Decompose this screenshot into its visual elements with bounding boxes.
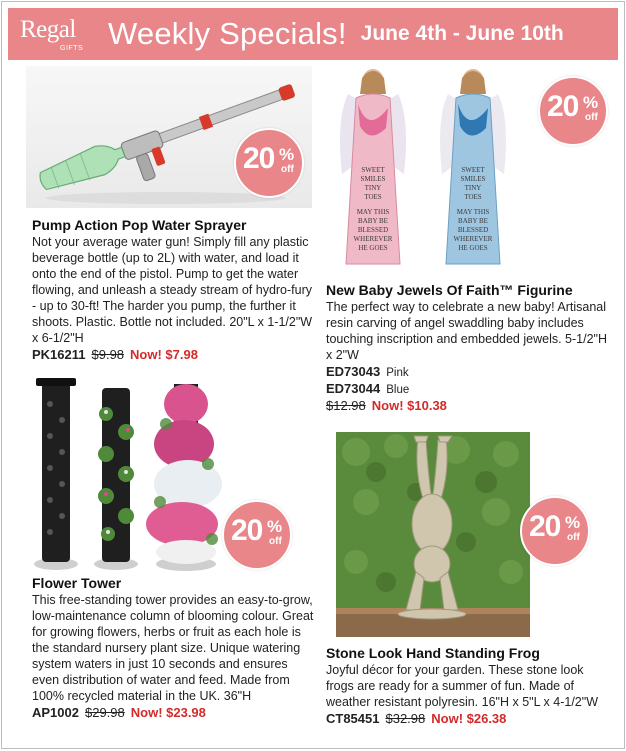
discount-badge-frog	[520, 496, 590, 566]
inscription-pink-4: TOES	[364, 193, 382, 201]
figurine-photo	[328, 64, 524, 274]
flyer-page	[1, 1, 625, 749]
product-name: Flower Tower	[32, 575, 122, 591]
product-description: This free-standing tower provides an easy-to-grow, low-maintenance column of blooming colour. Great for growing flowers, herbs or fruit as each hole is the standard nursery plant size. Unique watering system waters in just 10 seconds and ensures even distribution of water and feed. Made from 100% recycled material in the UK. 36"H	[32, 593, 314, 703]
inscription-blue-6: BABY BE	[458, 217, 488, 225]
product-name: Stone Look Hand Standing Frog	[326, 645, 540, 661]
product-description: Not your average water gun! Simply fill any plastic beverage bottle (up to 2L) with water, and load it onto the end of the pistol. Pump to get the water flowing, and unleash a steady stream of hydro-fury - up to 30-ft! The harder you pump, the further it shoots. Plastic. Bottle not included. 20"L x 1-1/2"W x 6-1/2"H	[32, 235, 313, 345]
product-price	[326, 398, 612, 414]
product-sprayer	[32, 217, 314, 363]
badge-percent-sign: %	[583, 93, 599, 112]
badge-percent-sign: %	[565, 513, 581, 532]
badge-percent: 20	[231, 514, 263, 547]
product-sku-blue	[326, 381, 612, 398]
date-range: June 4th - June 10th	[360, 22, 564, 45]
inscription-pink-1: SWEET	[361, 166, 385, 174]
inscription-blue-4: TOES	[464, 193, 482, 201]
was-price: $32.98	[385, 711, 426, 726]
inscription-pink-2: SMILES	[360, 175, 386, 183]
logo-sub: GIFTS	[60, 45, 84, 52]
product-sku: ED73043	[326, 364, 381, 379]
discount-badge-tower	[222, 500, 292, 570]
product-tower	[32, 575, 314, 721]
discount-badge-figurine	[538, 76, 608, 146]
was-price: $29.98	[84, 705, 125, 720]
badge-percent: 20	[243, 142, 275, 175]
product-price	[326, 711, 612, 727]
flower-tower-image	[26, 374, 246, 572]
regal-logo	[8, 8, 104, 60]
badge-off: off	[585, 112, 598, 123]
product-sku: ED73044	[326, 381, 381, 396]
inscription-blue-3: TINY	[464, 184, 482, 192]
badge-percent: 20	[529, 510, 561, 543]
tower-photo	[26, 374, 246, 572]
inscription-blue-1: SWEET	[461, 166, 485, 174]
product-price	[32, 705, 314, 721]
inscription-pink-7: BLESSED	[357, 226, 389, 234]
was-price: $12.98	[326, 398, 366, 413]
was-price: $9.98	[91, 347, 125, 362]
inscription-pink-9: HE GOES	[358, 244, 388, 252]
product-description: Joyful décor for your garden. These stone look frogs are ready for a summer of fun. Made of weather resistant polyresin. 16"H x 5"L x 4-1/2"W	[326, 663, 598, 709]
now-price: Now! $10.38	[371, 398, 447, 413]
badge-off: off	[269, 536, 282, 547]
inscription-blue-7: BLESSED	[457, 226, 489, 234]
angel-figurines-image	[328, 64, 524, 274]
discount-badge-sprayer	[234, 128, 304, 198]
product-color: Blue	[386, 384, 410, 396]
product-frog	[326, 645, 612, 727]
product-description: The perfect way to celebrate a new baby! Artisanal resin carving of angel swaddling baby includes touching inscription and embedded jewels. 5-1/2"H x 2"W	[326, 300, 607, 362]
product-sku: AP1002	[32, 705, 79, 720]
page-title: Weekly Specials!	[108, 16, 347, 51]
logo-text: Regal	[20, 16, 76, 43]
inscription-pink-8: WHEREVER	[353, 235, 393, 243]
product-name: New Baby Jewels Of Faith™ Figurine	[326, 282, 573, 298]
badge-percent: 20	[547, 90, 579, 123]
header-banner	[8, 8, 618, 60]
product-name: Pump Action Pop Water Sprayer	[32, 217, 247, 233]
badge-off: off	[281, 164, 294, 175]
inscription-pink-3: TINY	[364, 184, 382, 192]
stone-frog-image	[336, 432, 530, 637]
badge-percent-sign: %	[279, 145, 295, 164]
inscription-pink-5: MAY THIS	[356, 208, 390, 216]
product-price	[32, 347, 314, 363]
product-sku: PK16211	[32, 347, 86, 362]
inscription-blue-5: MAY THIS	[456, 208, 490, 216]
badge-percent-sign: %	[267, 517, 283, 536]
now-price: Now! $23.98	[130, 705, 206, 720]
product-sku-pink	[326, 364, 612, 381]
product-sku: CT85451	[326, 711, 380, 726]
inscription-blue-9: HE GOES	[458, 244, 488, 252]
badge-off: off	[567, 532, 580, 543]
now-price: Now! $26.38	[431, 711, 507, 726]
product-figurine	[326, 282, 612, 414]
product-color: Pink	[386, 367, 409, 379]
inscription-blue-2: SMILES	[460, 175, 486, 183]
inscription-blue-8: WHEREVER	[453, 235, 493, 243]
now-price: Now! $7.98	[130, 347, 198, 362]
frog-photo	[336, 432, 530, 637]
inscription-pink-6: BABY BE	[358, 217, 388, 225]
